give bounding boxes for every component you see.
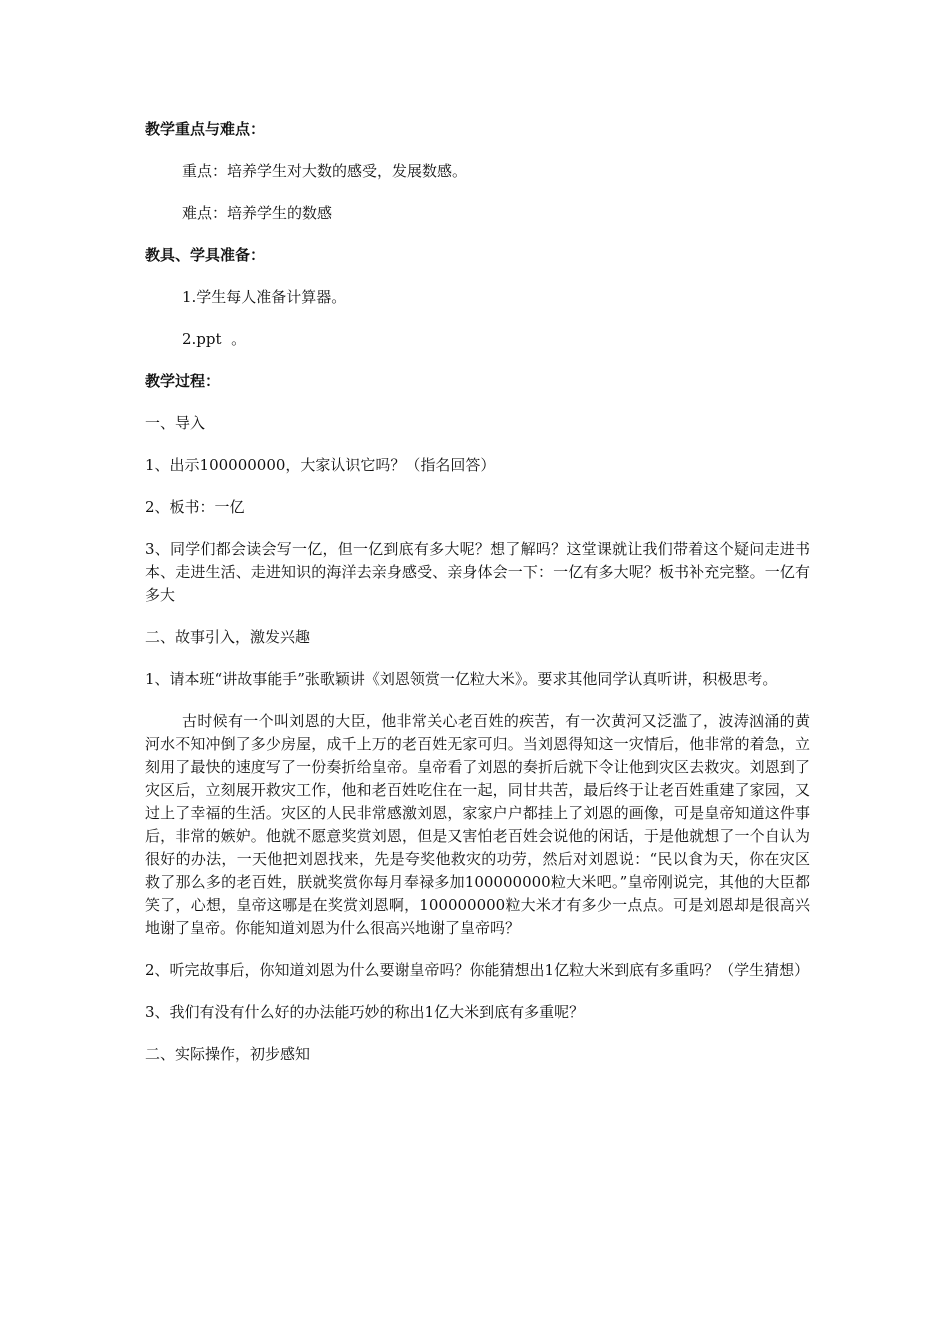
process-heading: 教学过程： bbox=[145, 372, 221, 390]
materials-item-2: 2.ppt 。 bbox=[182, 330, 247, 348]
part2-title: 二、故事引入，激发兴趣 bbox=[145, 628, 311, 646]
part3-title: 二、实际操作，初步感知 bbox=[145, 1045, 311, 1063]
document-page bbox=[145, 118, 810, 1085]
story-text: 古时候有一个叫刘恩的大臣，他非常关心老百姓的疾苦，有一次黄河又泛滥了，波涛汹涌的黄河水不知冲倒了多少房屋，成千上万的老百姓无家可归。当刘恩得知这一灾情后，他非常的着急，立刻用了最快的速度写了一份奏折给皇帝。皇帝看了刘恩的奏折后就下令让他到灾区去救灾。刘恩到了灾区后，立刻展开救灾工作，他和老百姓吃住在一起，同甘共苦，最后终于让老百姓重建了家园，又过上了幸福的生活。灾区的人民非常感激刘恩，家家户户都挂上了刘恩的画像，可是皇帝知道这件事后，非常的嫉妒。他就不愿意奖赏刘恩，但是又害怕老百姓会说他的闲话，于是他就想了一个自认为很好的办法，一天他把刘恩找来，先是夸奖他救灾的功劳，然后对刘恩说：“民以食为天，你在灾区救了那么多的老百姓，朕就奖赏你每月奉禄多加100000000粒大米吧。”皇帝刚说完，其他的大臣都笑了，心想，皇帝这哪是在奖赏刘恩啊，100000000粒大米才有多少一点点。可是刘恩却是很高兴地谢了皇帝。你能知道刘恩为什么很高兴地谢了皇帝吗？ bbox=[145, 712, 810, 937]
part1-step-3: 3、同学们都会读会写一亿，但一亿到底有多大呢？想了解吗？这堂课就让我们带着这个疑问走进书本、走进生活、走进知识的海洋去亲身感受、亲身体会一下：一亿有多大呢？板书补充完整。一亿有多大 bbox=[145, 540, 810, 604]
key-points-heading: 教学重点与难点： bbox=[145, 120, 266, 138]
difficulty-text: 难点：培养学生的数感 bbox=[182, 204, 333, 222]
materials-item-1: 1.学生每人准备计算器。 bbox=[182, 288, 347, 306]
part2-step-1: 1、请本班“讲故事能手”张歌颖讲《刘恩领赏一亿粒大米》。要求其他同学认真听讲，积极思考。 bbox=[145, 670, 778, 688]
part2-step-3: 3、我们有没有什么好的办法能巧妙的称出1亿大米到底有多重呢？ bbox=[145, 1003, 585, 1021]
part1-step-2: 2、板书：一亿 bbox=[145, 498, 245, 516]
focus-text: 重点：培养学生对大数的感受，发展数感。 bbox=[182, 162, 468, 180]
part1-step-1: 1、出示100000000，大家认识它吗？（指名回答） bbox=[145, 456, 496, 474]
part1-title: 一、导入 bbox=[145, 414, 206, 432]
part2-step-2: 2、听完故事后，你知道刘恩为什么要谢皇帝吗？你能猜想出1亿粒大米到底有多重吗？（学生猜想） bbox=[145, 961, 810, 979]
materials-heading: 教具、学具准备： bbox=[145, 246, 266, 264]
